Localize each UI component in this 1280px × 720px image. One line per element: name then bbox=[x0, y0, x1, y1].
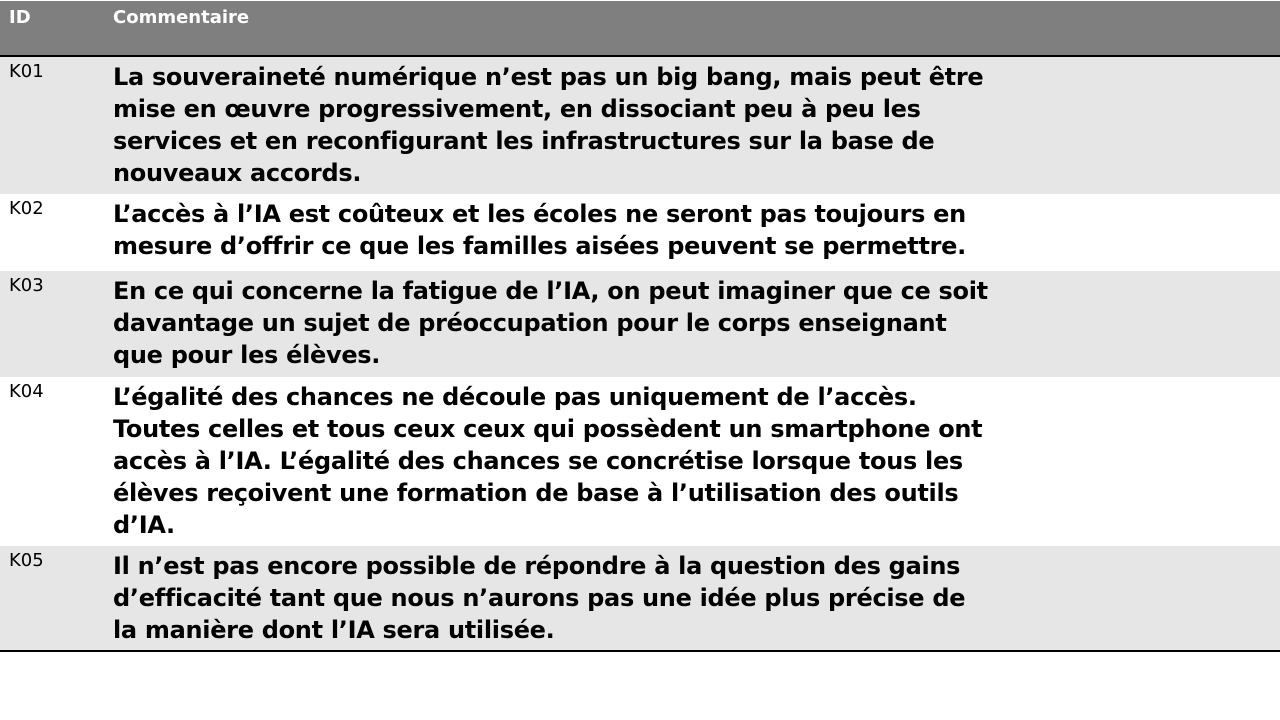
table-bottom-rule bbox=[0, 650, 1280, 652]
header-id: ID bbox=[9, 7, 31, 28]
table-header bbox=[0, 1, 1280, 57]
row-id: K02 bbox=[9, 198, 44, 219]
row-comment: L’égalité des chances ne découle pas uniquement de l’accès. Toutes celles et tous ceux ceux qui possèdent un smartphone ont accès à l’IA. L’égalité des chances se concrétise lorsque tous les élèves reçoivent une formation de base à l’utilisation des outils d’IA. bbox=[113, 383, 983, 539]
row-comment: En ce qui concerne la fatigue de l’IA, on peut imaginer que ce soit davantage un sujet de préoccupation pour le corps enseignant que pour les élèves. bbox=[113, 277, 988, 369]
row-id: K03 bbox=[9, 275, 44, 296]
row-comment: L’accès à l’IA est coûteux et les écoles ne seront pas toujours en mesure d’offrir ce que les familles aisées peuvent se permettre. bbox=[113, 200, 966, 260]
table-row bbox=[0, 546, 1280, 650]
row-comment: Il n’est pas encore possible de répondre à la question des gains d’efficacité tant que nous n’aurons pas une idée plus précise de la manière dont l’IA sera utilisée. bbox=[113, 552, 966, 644]
table-row bbox=[0, 377, 1280, 546]
row-id: K05 bbox=[9, 550, 44, 571]
row-comment: La souveraineté numérique n’est pas un big bang, mais peut être mise en œuvre progressivement, en dissociant peu à peu les services et en reconfigurant les infrastructures sur la base de nouveaux accords. bbox=[113, 63, 984, 187]
row-id: K04 bbox=[9, 381, 44, 402]
header-comment: Commentaire bbox=[113, 7, 250, 28]
row-id: K01 bbox=[9, 61, 44, 82]
table-row bbox=[0, 194, 1280, 271]
table-row bbox=[0, 57, 1280, 194]
table-row bbox=[0, 271, 1280, 377]
